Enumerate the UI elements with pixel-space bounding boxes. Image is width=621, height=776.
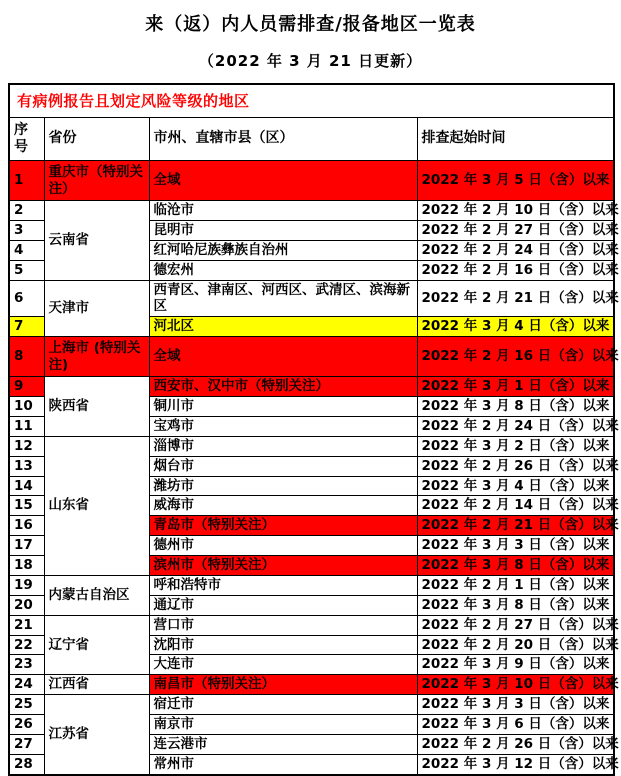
date-cell: 2022 年 2 月 16 日（含）以来	[417, 337, 614, 377]
date-cell: 2022 年 3 月 3 日（含）以来	[417, 536, 614, 556]
city-cell: 南京市	[149, 715, 417, 735]
date-cell: 2022 年 2 月 24 日（含）以来	[417, 416, 614, 436]
city-cell: 烟台市	[149, 456, 417, 476]
date-cell: 2022 年 3 月 9 日（含）以来	[417, 655, 614, 675]
date-cell: 2022 年 2 月 27 日（含）以来	[417, 220, 614, 240]
row-number: 21	[9, 615, 44, 635]
city-cell: 滨州市（特别关注）	[149, 556, 417, 576]
row-number: 5	[9, 260, 44, 280]
city-cell: 宝鸡市	[149, 416, 417, 436]
table-row	[9, 280, 614, 317]
province-cell: 上海市 (特别关注)	[44, 337, 149, 377]
date-cell: 2022 年 3 月 5 日（含）以来	[417, 161, 614, 201]
city-cell: 全域	[149, 161, 417, 201]
date-cell: 2022 年 3 月 1 日（含）以来	[417, 377, 614, 397]
city-cell: 红河哈尼族彝族自治州	[149, 240, 417, 260]
city-cell: 西安市、汉中市（特别关注）	[149, 377, 417, 397]
date-cell: 2022 年 2 月 10 日（含）以来	[417, 201, 614, 221]
city-cell: 德宏州	[149, 260, 417, 280]
row-number: 8	[9, 337, 44, 377]
city-cell: 潍坊市	[149, 476, 417, 496]
date-cell: 2022 年 3 月 12 日（含）以来	[417, 754, 614, 774]
city-cell: 南昌市（特别关注）	[149, 675, 417, 695]
table-row	[9, 675, 614, 695]
city-cell: 沈阳市	[149, 635, 417, 655]
province-cell: 内蒙古自治区	[44, 575, 149, 615]
row-number: 4	[9, 240, 44, 260]
city-cell: 铜川市	[149, 397, 417, 417]
city-cell: 连云港市	[149, 734, 417, 754]
page-title: 来（返）内人员需排查/报备地区一览表	[145, 14, 476, 35]
date-cell: 2022 年 3 月 3 日（含）以来	[417, 695, 614, 715]
date-cell: 2022 年 2 月 16 日（含）以来	[417, 260, 614, 280]
table-row	[9, 615, 614, 635]
table-row	[9, 337, 614, 377]
city-cell: 西青区、津南区、河西区、武清区、滨海新区	[149, 280, 417, 317]
province-cell: 山东省	[44, 436, 149, 575]
row-number: 19	[9, 575, 44, 595]
section-banner-row	[9, 84, 614, 118]
table-row	[9, 436, 614, 456]
row-number: 24	[9, 675, 44, 695]
date-cell: 2022 年 3 月 8 日（含）以来	[417, 595, 614, 615]
column-header-date: 排查起始时间	[417, 118, 614, 161]
date-cell: 2022 年 3 月 2 日（含）以来	[417, 436, 614, 456]
province-cell: 陕西省	[44, 377, 149, 437]
province-cell: 江西省	[44, 675, 149, 695]
city-cell: 德州市	[149, 536, 417, 556]
date-cell: 2022 年 2 月 24 日（含）以来	[417, 240, 614, 260]
date-cell: 2022 年 3 月 4 日（含）以来	[417, 317, 614, 337]
city-cell: 临沧市	[149, 201, 417, 221]
page-subtitle: （2022 年 3 月 21 日更新）	[198, 52, 423, 70]
province-cell: 辽宁省	[44, 615, 149, 675]
city-cell: 大连市	[149, 655, 417, 675]
row-number: 15	[9, 496, 44, 516]
date-cell: 2022 年 3 月 8 日（含）以来	[417, 397, 614, 417]
date-cell: 2022 年 2 月 20 日（含）以来	[417, 635, 614, 655]
row-number: 26	[9, 715, 44, 735]
date-cell: 2022 年 2 月 21 日（含）以来	[417, 280, 614, 317]
section-banner: 有病例报告且划定风险等级的地区	[9, 84, 614, 118]
date-cell: 2022 年 2 月 21 日（含）以来	[417, 516, 614, 536]
row-number: 1	[9, 161, 44, 201]
row-number: 14	[9, 476, 44, 496]
row-number: 9	[9, 377, 44, 397]
date-cell: 2022 年 2 月 26 日（含）以来	[417, 456, 614, 476]
province-cell: 重庆市（特别关注）	[44, 161, 149, 201]
city-cell: 营口市	[149, 615, 417, 635]
row-number: 10	[9, 397, 44, 417]
date-cell: 2022 年 2 月 27 日（含）以来	[417, 615, 614, 635]
city-cell: 呼和浩特市	[149, 575, 417, 595]
date-cell: 2022 年 2 月 26 日（含）以来	[417, 734, 614, 754]
row-number: 22	[9, 635, 44, 655]
row-number: 2	[9, 201, 44, 221]
date-cell: 2022 年 3 月 10 日（含）以来	[417, 675, 614, 695]
city-cell: 常州市	[149, 754, 417, 774]
table-body	[9, 84, 619, 775]
column-header-no: 序号	[9, 118, 44, 161]
row-number: 20	[9, 595, 44, 615]
table-row	[9, 377, 614, 397]
screening-areas-table	[8, 83, 619, 776]
row-number: 16	[9, 516, 44, 536]
city-cell: 全域	[149, 337, 417, 377]
table-row	[9, 161, 614, 201]
date-cell: 2022 年 3 月 4 日（含）以来	[417, 476, 614, 496]
row-number: 18	[9, 556, 44, 576]
column-header-city: 市州、直辖市县（区）	[149, 118, 417, 161]
row-number: 12	[9, 436, 44, 456]
row-number: 11	[9, 416, 44, 436]
column-header-province: 省份	[44, 118, 149, 161]
date-cell: 2022 年 2 月 1 日（含）以来	[417, 575, 614, 595]
city-cell: 淄博市	[149, 436, 417, 456]
row-number: 6	[9, 280, 44, 317]
row-number: 28	[9, 754, 44, 774]
province-cell: 天津市	[44, 280, 149, 337]
date-cell: 2022 年 2 月 14 日（含）以来	[417, 496, 614, 516]
table-row	[9, 695, 614, 715]
city-cell: 威海市	[149, 496, 417, 516]
city-cell: 宿迁市	[149, 695, 417, 715]
row-number: 3	[9, 220, 44, 240]
table-row	[9, 201, 614, 221]
date-cell: 2022 年 3 月 6 日（含）以来	[417, 715, 614, 735]
city-cell: 昆明市	[149, 220, 417, 240]
province-cell: 云南省	[44, 201, 149, 281]
table-row	[9, 575, 614, 595]
table-header-row	[9, 118, 614, 161]
row-number: 13	[9, 456, 44, 476]
city-cell: 通辽市	[149, 595, 417, 615]
row-number: 7	[9, 317, 44, 337]
date-cell: 2022 年 3 月 8 日（含）以来	[417, 556, 614, 576]
row-number: 23	[9, 655, 44, 675]
row-number: 27	[9, 734, 44, 754]
row-number: 25	[9, 695, 44, 715]
province-cell: 江苏省	[44, 695, 149, 775]
city-cell: 青岛市（特别关注）	[149, 516, 417, 536]
row-number: 17	[9, 536, 44, 556]
city-cell: 河北区	[149, 317, 417, 337]
